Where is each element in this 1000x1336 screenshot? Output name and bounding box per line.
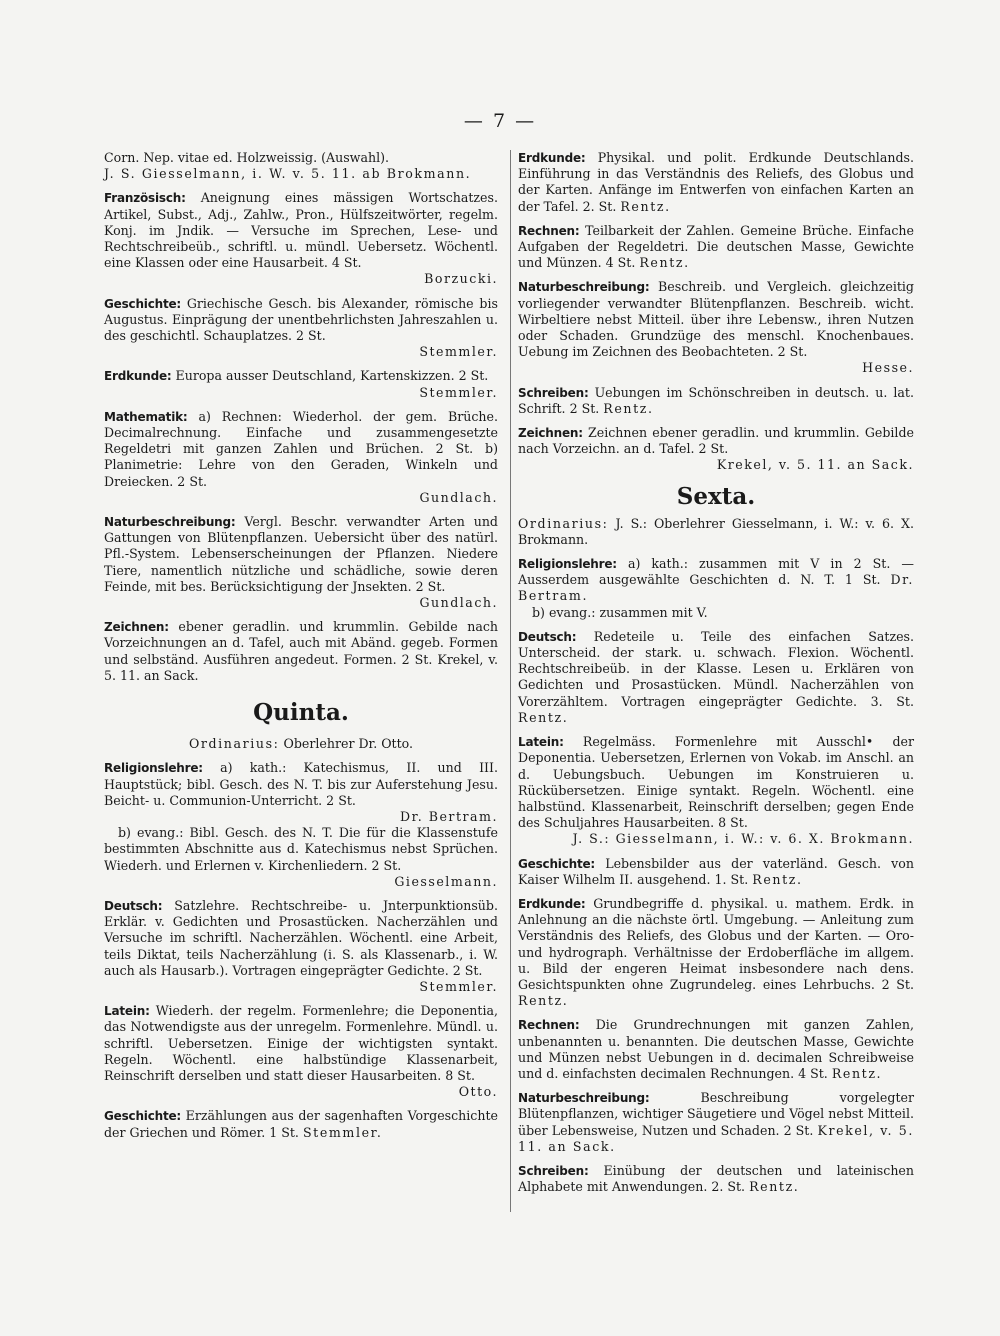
column-divider [510, 150, 511, 1212]
religion-heading: Religionslehre: [104, 761, 203, 776]
r-erdkunde-text: Physikal. und polit. Erdkunde Deutschlands. Einführung in das Verständnis des Reliefs, des Globus und der Karten. Anfänge im Entwerfen von einfachen Karten an der Tafel. 2. St. [518, 150, 914, 214]
franzoesisch-heading: Französisch: [104, 191, 186, 206]
latein-heading: Latein: [104, 1004, 150, 1019]
sexta-naturbeschreibung-teacher: Krekel, v. 5. 11. an Sack. [518, 1122, 914, 1154]
sexta-geschichte-entry [518, 856, 914, 888]
religion-text-evang: b) evang.: Bibl. Gesch. des N. T. Die für die Klassenstufe bestimmten Abschnitte aus d. Katechismus nebst Sprüchen. Wiederh. und Erlernen v. Kirchenliedern. 2 St. [104, 825, 498, 873]
sexta-rechnen-heading: Rechnen: [518, 1018, 580, 1033]
sexta-schreiben-heading: Schreiben: [518, 1163, 589, 1178]
sexta-erdkunde-text: Grundbegriffe d. physikal. u. mathem. Erdk. in Anlehnung an die nächste örtl. Umgebung. — Anleitung zum Verständnis des Reliefs, des Globus und der Karten. — Oro- und hydrograph. Verhältnisse der Erdoberfläche im allgem. u. Bild der engeren Heimat insbesondere nach dens. Gesichtspunkten ohne Zugrundeleg. eines Lehrbuchs. 2 St. [518, 895, 914, 992]
sexta-latein-text: Regelmäss. Formenlehre mit Ausschl• der Deponentia. Uebersetzen, Erlernen von Vokab. im Anschl. an d. Uebungsbuch. Uebungen im Konstruieren u. Rückübersetzen. Einige syntakt. Regeln. Wöchentl. eine halbstünd. Klassenarbeit, Reinschrift derselben; gegen Ende des Schuljahres Hausarbeiten. 8 St. [518, 734, 914, 831]
sexta-geschichte-teacher: Rentz. [752, 871, 803, 887]
naturbeschreibung-text: Vergl. Beschr. verwandter Arten und Gattungen von Blütenpflanzen. Uebersicht über des natürl. Pfl.-System. Lebenserscheinungen der Pflanzen. Niedere Tiere, namentlich nützliche und schädliche, sowie deren Feinde, mit bes. Berücksichtigung der Jnsekten. 2 St. [104, 514, 498, 594]
sexta-deutsch-entry [518, 629, 914, 726]
r-erdkunde-heading: Erdkunde: [518, 151, 586, 165]
mathematik-text: a) Rechnen: Wiederhol. der gem. Brüche. Decimalrechnung. Einfache und zusammengesetzte Regeldetri mit ganzen Zahlen und Brüchen. 2 St. b) Planimetrie: Lehre von den Geraden, Winkeln und Dreiecken. 2 St. [104, 408, 498, 489]
sexta-ordinarius-label: Ordinarius: [518, 515, 609, 531]
geschichte2-heading: Geschichte: [104, 1109, 182, 1124]
quinta-ordinarius [104, 736, 498, 752]
r-schreiben-text: Uebungen im Schönschreiben in deutsch. u. lat. Schrift. 2 St. [518, 384, 914, 416]
r-zeichnen-heading: Zeichnen: [518, 426, 583, 441]
r-rechnen-teacher: Rentz. [639, 255, 690, 271]
latein-teacher: Otto. [458, 1084, 498, 1100]
sexta-schreiben-entry [518, 1163, 914, 1195]
geschichte-text: Griechische Gesch. bis Alexander, römische bis Augustus. Einprägung der unentbehrlichsten Jahreszahlen u. des geschichtl. Schauplatzes. 2 St. [104, 295, 498, 344]
page-number: — 7 — [463, 110, 537, 132]
r-rechnen-heading: Rechnen: [518, 223, 580, 238]
sexta-erdkunde-teacher: Rentz. [518, 993, 569, 1009]
naturbeschreibung-heading: Naturbeschreibung: [104, 515, 236, 530]
geschichte-teacher: Stemmler. [419, 344, 498, 360]
r-schreiben-teacher: Rentz. [603, 400, 654, 416]
r-rechnen-entry [518, 223, 914, 272]
sexta-ordinarius-value: J. S.: Oberlehrer Giesselmann, i. W.: v. 6. X. Brokmann. [518, 515, 914, 547]
zeichnen-text: ebener geradlin. und krummlin. Gebilde nach Vorzeichnungen an d. Tafel, auch mit Abänd. gegeb. Formen und selbständ. Ausführen angedeut. Formen. 2 St. Krekel, v. 5. 11. an Sack. [104, 619, 498, 683]
erdkunde-entry [104, 368, 498, 400]
r-zeichnen-entry [518, 425, 914, 474]
ordinarius-value: Oberlehrer Dr. Otto. [283, 736, 414, 752]
mathematik-teacher: Gundlach. [419, 489, 498, 505]
latein-text: Wiederh. der regelm. Formenlehre; die Deponentia, das Notwendigste aus der unregelm. Formenlehre. Mündl. u. schriftl. Uebersetzen. Einige der wichtigsten syntakt. Regeln. Wöchentl. eine halbstündige Klassenarbeit, Reinschrift derselben und statt dieser Hausarbeiten. 8 St. [104, 1003, 498, 1083]
r-rechnen-text: Teilbarkeit der Zahlen. Gemeine Brüche. Einfache Aufgaben der Regeldetri. Die deutschen Masse, Gewichte und Münzen. 4 St. [518, 222, 914, 271]
sexta-religion-teacher: Dr. Bertram. [518, 572, 914, 604]
sexta-rechnen-entry [518, 1017, 914, 1082]
quinta-geschichte-entry [104, 1108, 498, 1140]
r-erdkunde-entry [518, 150, 914, 215]
sexta-latein-entry [518, 734, 914, 847]
sexta-geschichte-heading: Geschichte: [518, 856, 596, 871]
religion-teacher-evang: Giesselmann. [394, 873, 498, 889]
ordinarius-label: Ordinarius: [188, 736, 280, 752]
geschichte2-teacher: Stemmler. [302, 1124, 383, 1140]
r-zeichnen-text: Zeichnen ebener geradlin. und krummlin. Gebilde nach Vorzeichn. an d. Tafel. 2 St. [518, 425, 914, 457]
r-naturbeschreibung-heading: Naturbeschreibung: [518, 280, 650, 295]
religion-text-kath: a) kath.: Katechismus, II. und III. Hauptstück; bibl. Gesch. des N. T. bis zur Auferstehung Jesu. Beicht- u. Communion-Unterricht. 2 St. [104, 760, 498, 808]
sexta-title: Sexta. [676, 482, 756, 510]
sexta-naturbeschreibung-text: Beschreibung vorgelegter Blütenpflanzen, wichtiger Säugetiere und Vögel nebst Mitteil. über Lebensweise, Nutzen und Schaden. 2 St. [518, 1090, 914, 1138]
erdkunde-text: Europa ausser Deutschland, Kartenskizzen. 2 St. [175, 368, 489, 384]
sexta-latein-heading: Latein: [518, 735, 564, 750]
geschichte-heading: Geschichte: [104, 296, 182, 311]
r-naturbeschreibung-entry [518, 279, 914, 376]
sexta-rechnen-text: Die Grundrechnungen mit ganzen Zahlen, unbenannten u. benannten. Die deutschen Masse, Gewichte und Münzen nebst Uebungen in d. decimalen Schreibweise und d. einfachsten decimalen Rechnungen. 4 St. [518, 1017, 914, 1081]
quinta-religion-entry [104, 760, 498, 890]
r-schreiben-entry [518, 385, 914, 417]
sexta-ordinarius [518, 516, 914, 548]
franzoesisch-entry [104, 190, 498, 287]
erdkunde-teacher: Stemmler. [419, 384, 498, 400]
r-erdkunde-teacher: Rentz. [620, 198, 671, 214]
sexta-rechnen-teacher: Rentz. [831, 1065, 883, 1081]
right-column [518, 150, 914, 1203]
sexta-erdkunde-entry [518, 896, 914, 1009]
sexta-erdkunde-heading: Erdkunde: [518, 896, 586, 911]
r-schreiben-heading: Schreiben: [518, 385, 589, 400]
sexta-naturbeschreibung-heading: Naturbeschreibung: [518, 1091, 650, 1106]
corn-line-2: J. S. Giesselmann, i. W. v. 5. 11. ab Brokmann. [104, 166, 472, 182]
religion-teacher-kath: Dr. Bertram. [399, 808, 498, 824]
sexta-religion-entry [518, 556, 914, 621]
franzoesisch-text: Aneignung eines mässigen Wortschatzes. Artikel, Subst., Adj., Zahlw., Pron., Hülfszeitwörter, regelm. Konj. im Jndik. — Versuche im Sprechen, Lese- und Rechtschreibeüb., schriftl. u. mündl. Uebersetz. Wöchentl. eine Klassen oder eine Hausarbeit. 4 St. [104, 190, 498, 271]
sexta-religion-heading: Religionslehre: [518, 557, 617, 572]
mathematik-entry [104, 409, 498, 506]
r-naturbeschreibung-text: Beschreib. und Vergleich. gleichzeitig vorliegender verwandter Blütenpflanzen. Beschreib. wicht. Wirbeltiere nebst Mitteil. über ihre Lebensw., ihren Nutzen oder Schaden. Grundzüge des menschl. Knochenbaues. Uebung im Zeichnen des Beobachteten. 2 St. [518, 279, 914, 360]
r-zeichnen-teacher: Krekel, v. 5. 11. an Sack. [716, 457, 914, 473]
naturbeschreibung-teacher: Gundlach. [419, 595, 498, 611]
naturbeschreibung-entry [104, 514, 498, 611]
zeichnen-entry [104, 619, 498, 684]
franzoesisch-teacher: Borzucki. [424, 271, 498, 287]
deutsch-text: Satzlehre. Rechtschreibe- u. Jnterpunktionsüb. Erklär. v. Gedichten und Prosastücken. Nacherzählen und Versuche im schriftl. Nacherzählen. Wöchentl. eine Arbeit, teils Diktat, teils Nacherzählung (i. S. als Klassenarb., i. W. auch als Hausarb.). Vortragen eingeprägter Gedichte. 2 St. [104, 897, 498, 978]
sexta-deutsch-text: Redeteile u. Teile des einfachen Satzes. Unterscheid. der stark. u. schwach. Flexion. Wöchentl. Rechtschreibeüb. in der Klasse. Lesen u. Erklären von Gedichten und Prosastücken. Mündl. Nacherzählen von Vorerzähltem. Vortragen eingeprägter Gedichte. 3. St. [518, 628, 914, 709]
sexta-religion-text-evang: b) evang.: zusammen mit V. [532, 604, 708, 620]
sexta-schreiben-text: Einübung der deutschen und lateinischen Alphabete mit Anwendungen. 2. St. [518, 1162, 914, 1195]
corn-line-1: Corn. Nep. vitae ed. Holzweissig. (Auswahl). [104, 150, 390, 165]
sexta-deutsch-heading: Deutsch: [518, 629, 577, 644]
corn-nep-entry [104, 150, 498, 182]
geschichte2-text: Erzählungen aus der sagenhaften Vorgeschichte der Griechen und Römer. 1 St. [104, 1108, 498, 1140]
sexta-religion-text-kath: a) kath.: zusammen mit V in 2 St. — Ausserdem ausgewählte Geschichten d. N. T. 1 St. [518, 556, 914, 588]
sexta-geschichte-text: Lebensbilder aus der vaterländ. Gesch. von Kaiser Wilhelm II. ausgehend. 1. St. [518, 855, 914, 887]
deutsch-heading: Deutsch: [104, 898, 163, 913]
sexta-naturbeschreibung-entry [518, 1090, 914, 1155]
quinta-deutsch-entry [104, 898, 498, 995]
geschichte-entry [104, 296, 498, 361]
deutsch-teacher: Stemmler. [419, 978, 498, 994]
sexta-latein-teacher: J. S.: Giesselmann, i. W.: v. 6. X. Brokmann. [572, 831, 914, 847]
r-naturbeschreibung-teacher: Hesse. [862, 360, 914, 376]
mathematik-heading: Mathematik: [104, 409, 188, 424]
sexta-schreiben-teacher: Rentz. [749, 1179, 800, 1195]
quinta-latein-entry [104, 1003, 498, 1100]
erdkunde-heading: Erdkunde: [104, 369, 172, 384]
quinta-title: Quinta. [253, 699, 349, 727]
left-column [104, 150, 498, 1149]
zeichnen-heading: Zeichnen: [104, 620, 169, 635]
sexta-deutsch-teacher: Rentz. [518, 709, 569, 725]
